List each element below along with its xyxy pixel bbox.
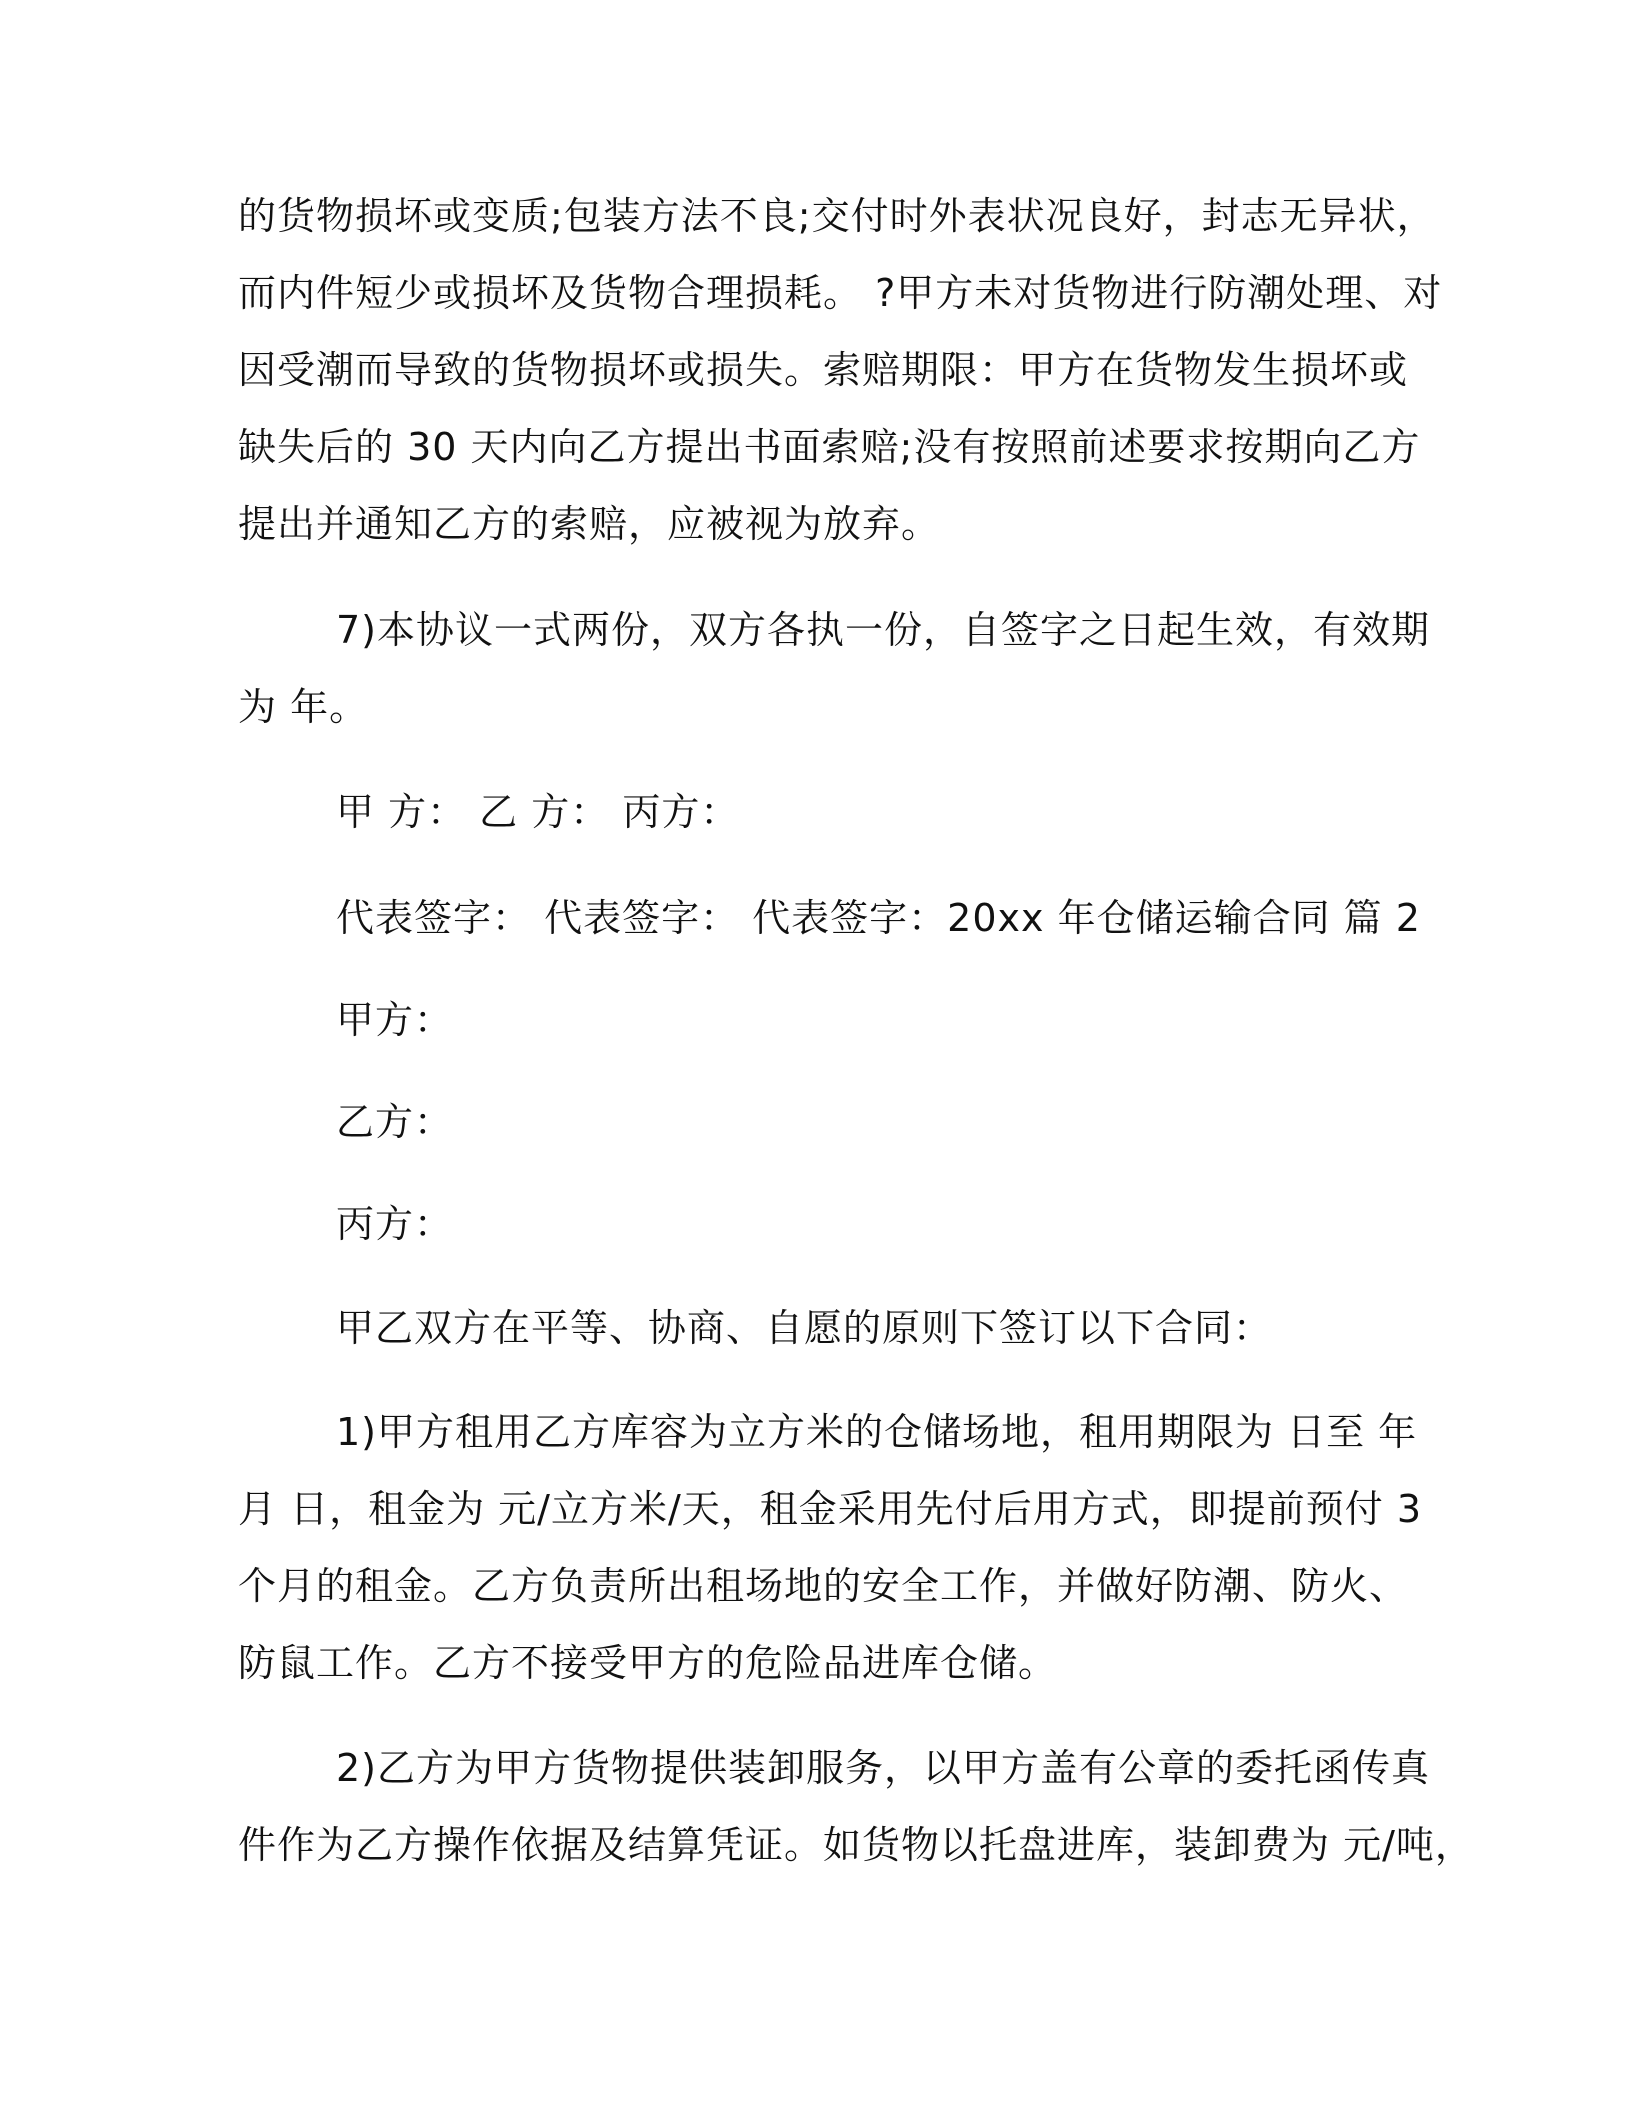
text-line: 为 年。 <box>238 685 369 729</box>
text-line: 个月的租金。乙方负责所出租场地的安全工作，并做好防潮、防火、 <box>238 1564 1409 1608</box>
text-line: 件作为乙方操作依据及结算凭证。如货物以托盘进库，装卸费为 元/吨， <box>238 1823 1474 1867</box>
text-line: 提出并通知乙方的索赔，应被视为放弃。 <box>238 502 941 546</box>
party-b-line: 乙方： <box>336 1100 454 1144</box>
signature-line: 代表签字： 代表签字： 代表签字：20xx 年仓储运输合同 篇 2 <box>336 896 1421 940</box>
text-line: 的货物损坏或变质;包装方法不良;交付时外表状况良好，封志无异状， <box>238 194 1436 238</box>
preamble-line: 甲乙双方在平等、协商、自愿的原则下签订以下合同： <box>336 1306 1273 1350</box>
text-line: 而内件短少或损坏及货物合理损耗。 ?甲方未对货物进行防潮处理、对 <box>238 271 1443 315</box>
text-line: 缺失后的 30 天内向乙方提出书面索赔;没有按照前述要求按期向乙方 <box>238 425 1421 469</box>
text-line: 月 日，租金为 元/立方米/天，租金采用先付后用方式，即提前预付 3 <box>238 1487 1423 1531</box>
party-a-line: 甲方： <box>336 998 454 1042</box>
text-line: 防鼠工作。乙方不接受甲方的危险品进库仓储。 <box>238 1641 1058 1685</box>
party-c-line: 丙方： <box>336 1202 454 1246</box>
text-line: 因受潮而导致的货物损坏或损失。索赔期限：甲方在货物发生损坏或 <box>238 348 1409 392</box>
parties-line: 甲 方： 乙 方： 丙方： <box>336 790 740 834</box>
clause-1-line: 1)甲方租用乙方库容为立方米的仓储场地，租用期限为 日至 年 <box>336 1410 1418 1454</box>
clause-7-line: 7)本协议一式两份，双方各执一份，自签字之日起生效，有效期 <box>336 608 1431 652</box>
clause-2-line: 2)乙方为甲方货物提供装卸服务，以甲方盖有公章的委托函传真 <box>336 1746 1431 1790</box>
